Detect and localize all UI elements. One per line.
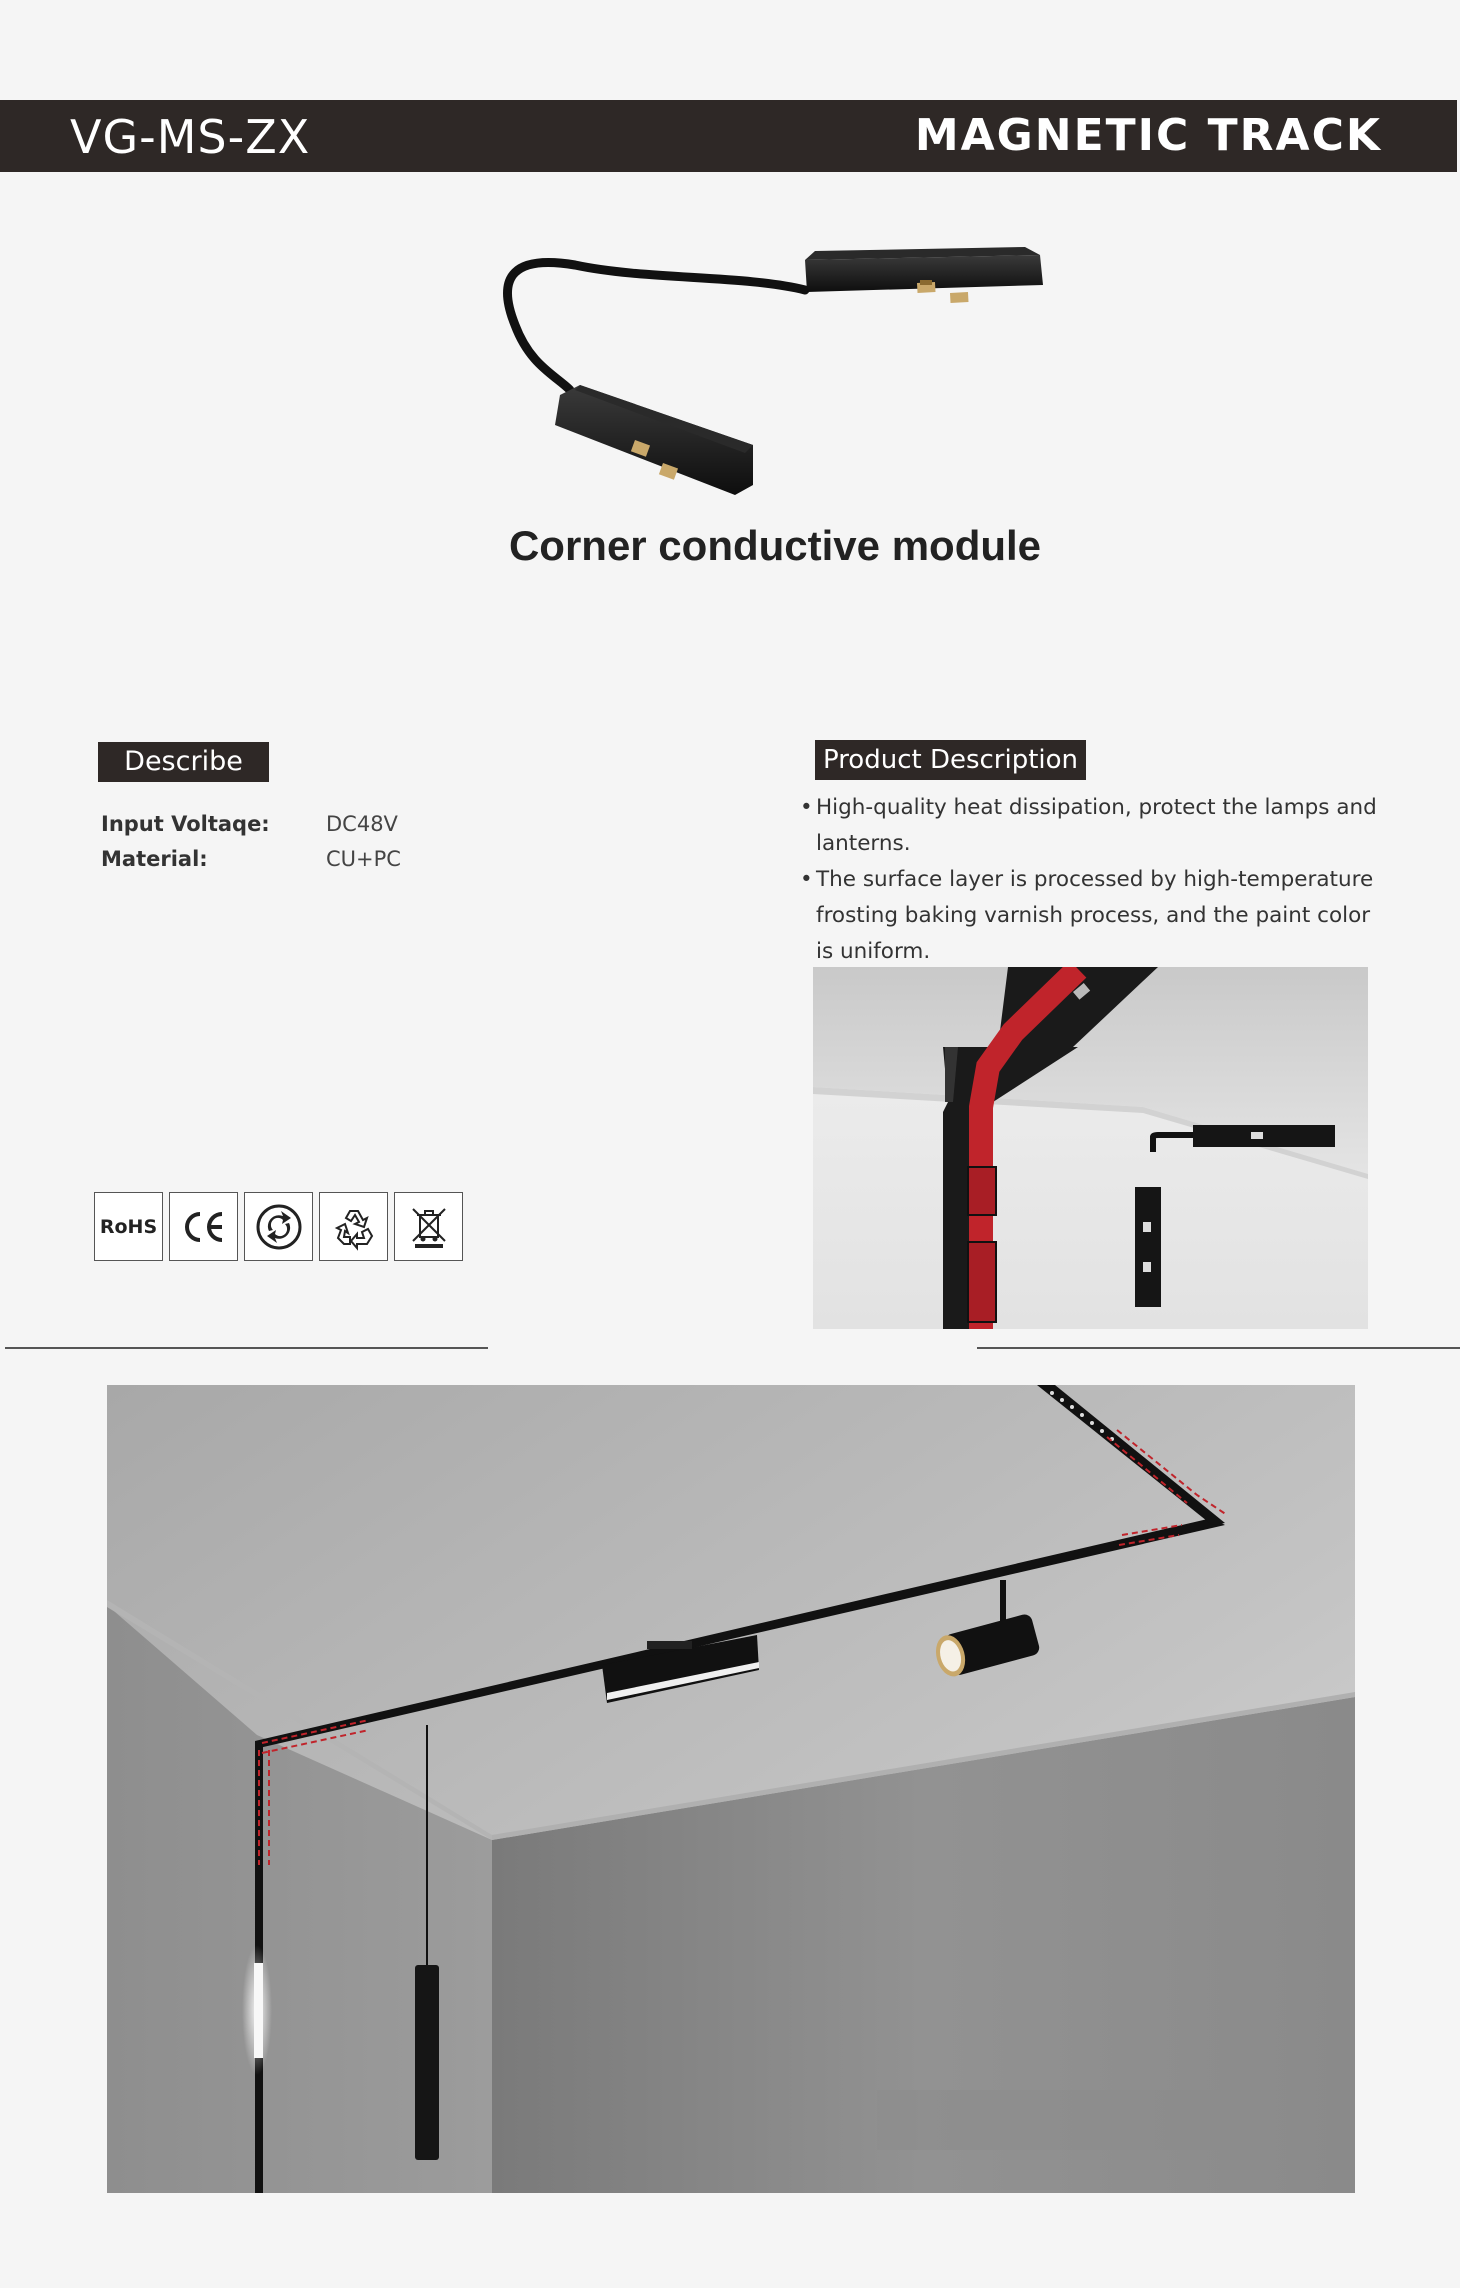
describe-label: Describe [98, 742, 269, 782]
rohs-badge [94, 1192, 163, 1261]
recycle-icon [330, 1203, 378, 1251]
description-bullet: • The surface layer is processed by high-temperature frosting baking varnish process, and the paint color is uniform. [800, 862, 1390, 970]
rohs-text: RoHS [99, 1215, 158, 1238]
weee-badge [394, 1192, 463, 1261]
recycle-badge [319, 1192, 388, 1261]
ce-badge [169, 1192, 238, 1261]
certification-row [94, 1192, 463, 1261]
hero-title: Corner conductive module [508, 522, 1042, 569]
green-dot-icon [255, 1203, 303, 1251]
description-bullet: • High-quality heat dissipation, protect the lamps and lanterns. [800, 790, 1390, 862]
description-list [800, 790, 1390, 970]
spec-value: CU+PC [326, 847, 401, 871]
green-dot-badge [244, 1192, 313, 1261]
divider-left [5, 1347, 488, 1349]
room-scene-illustration [107, 1385, 1355, 2193]
installation-illustration [813, 967, 1368, 1329]
spec-key: Input Voltaqe: [101, 812, 270, 836]
divider-right [977, 1347, 1460, 1349]
category-title: MAGNETIC TRACK [914, 110, 1382, 161]
weee-bin-icon [407, 1203, 451, 1251]
header-banner [0, 100, 1457, 172]
ce-icon [181, 1210, 227, 1244]
corner-module-image [495, 235, 1050, 515]
spec-key: Material: [101, 847, 208, 871]
model-code: VG-MS-ZX [70, 110, 311, 164]
spec-value: DC48V [326, 812, 398, 836]
product-description-label: Product Description [815, 740, 1086, 780]
